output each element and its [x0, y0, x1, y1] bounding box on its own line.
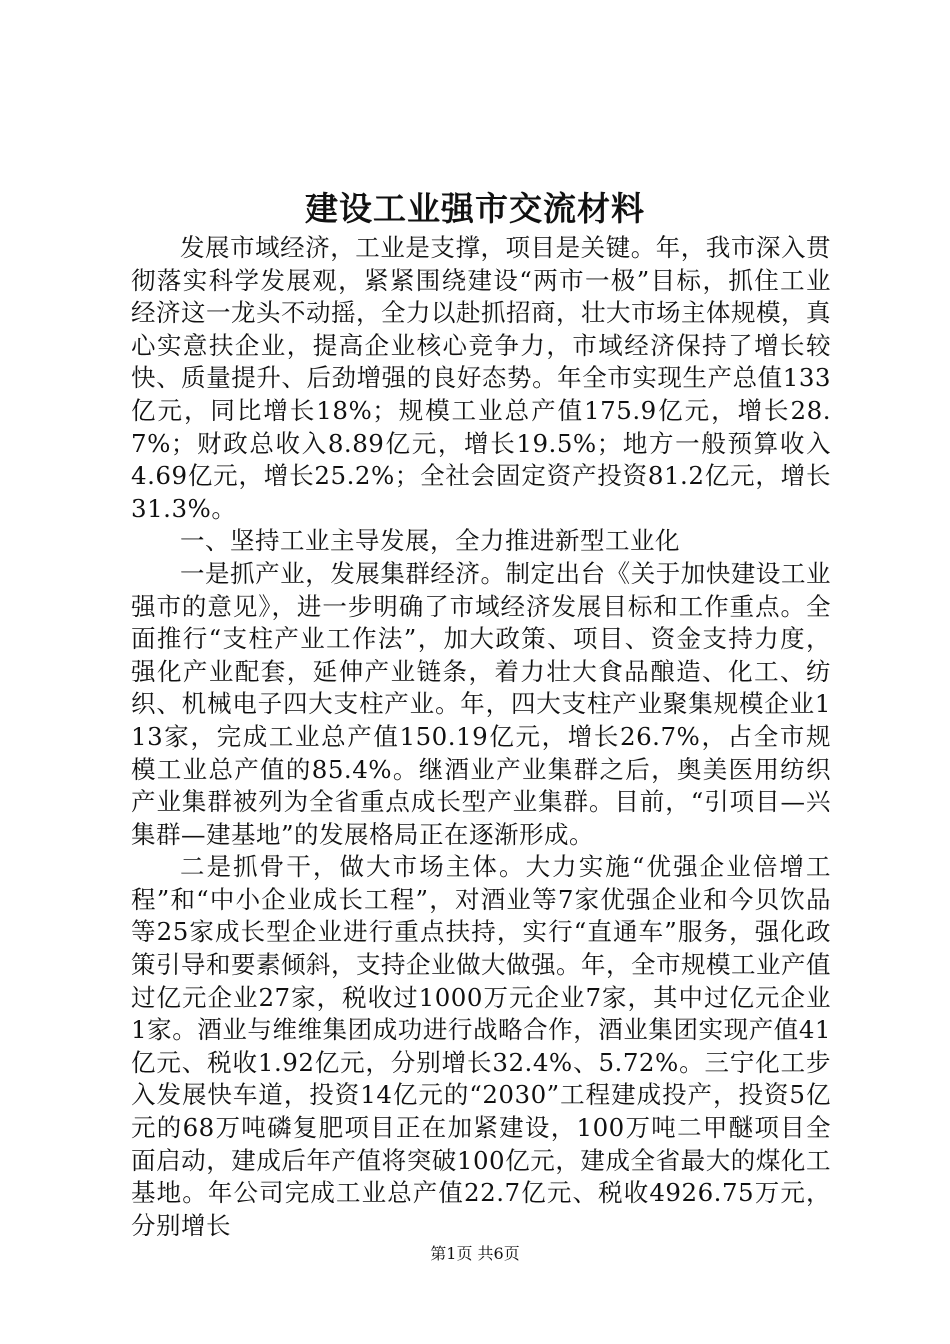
document-body [131, 232, 831, 1242]
paragraph-backbone: 二是抓骨干，做大市场主体。大力实施“优强企业倍增工程”和“中小企业成长工程”，对酒业等7家优强企业和今贝饮品等25家成长型企业进行重点扶持，实行“直通车”服务，强化政策引导和要素倾斜，支持企业做大做强。年，全市规模工业产值过亿元企业27家，税收过1000万元企业7家，其中过亿元企业1家。酒业与维维集团成功进行战略合作，酒业集团实现产值41亿元、税收1.92亿元，分别增长32.4%、5.72%。三宁化工步入发展快车道，投资14亿元的“2030”工程建成投产，投资5亿元的68万吨磷复肥项目正在加紧建设，100万吨二甲醚项目全面启动，建成后年产值将突破100亿元，建成全省最大的煤化工基地。年公司完成工业总产值22.7亿元、税收4926.75万元，分别增长 [131, 852, 831, 1240]
paragraph-industry: 一是抓产业，发展集群经济。制定出台《关于加快建设工业强市的意见》，进一步明确了市域经济发展目标和工作重点。全面推行“支柱产业工作法”，加大政策、项目、资金支持力度，强化产业配套，延伸产业链条，着力壮大食品酿造、化工、纺织、机械电子四大支柱产业。年，四大支柱产业聚集规模企业113家，完成工业总产值150.19亿元，增长26.7%，占全市规模工业总产值的85.4%。继酒业产业集群之后，奥美医用纺织产业集群被列为全省重点成长型产业集群。目前，“引项目—兴集群—建基地”的发展格局正在逐渐形成。 [131, 558, 831, 849]
paragraph-section-heading: 一、坚持工业主导发展，全力推进新型工业化 [180, 526, 680, 556]
page-number: 第1页 共6页 [430, 1244, 520, 1263]
document-title: 建设工业强市交流材料 [305, 189, 645, 228]
paragraph-intro: 发展市域经济，工业是支撑，项目是关键。年，我市深入贯彻落实科学发展观，紧紧围绕建设“两市一极”目标，抓住工业经济这一龙头不动摇，全力以赴抓招商，壮大市场主体规模，真心实意扶企业，提高企业核心竞争力，市域经济保持了增长较快、质量提升、后劲增强的良好态势。年全市实现生产总值133亿元，同比增长18%；规模工业总产值175.9亿元，增长28.7%；财政总收入8.89亿元，增长19.5%；地方一般预算收入4.69亿元，增长25.2%；全社会固定资产投资81.2亿元，增长31.3%。 [131, 233, 831, 523]
